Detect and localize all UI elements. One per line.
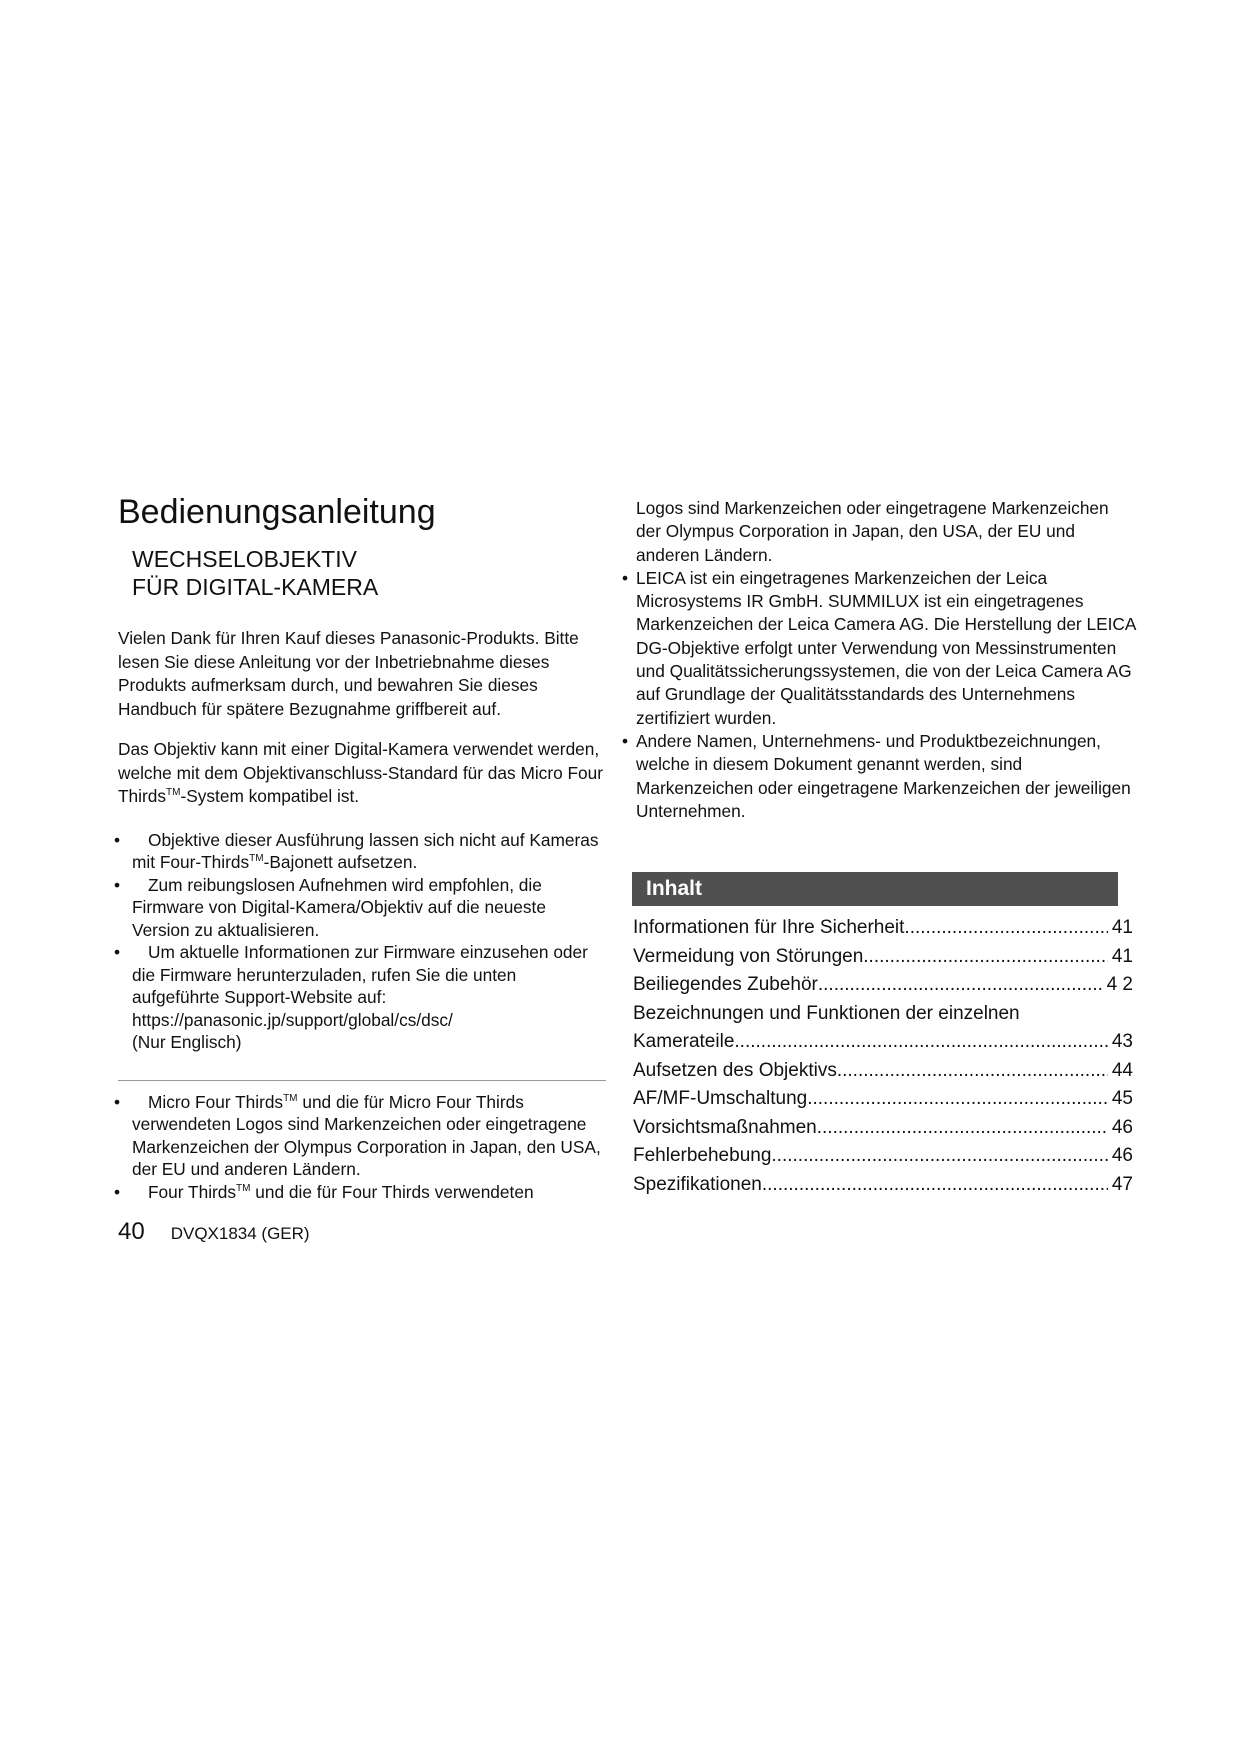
note-2-text: Zum reibungslosen Aufnehmen wird empfohlen, die Firmware von Digital-Kamera/Objektiv auf die neueste Version zu aktualisieren.	[132, 874, 546, 940]
toc-leader-dots	[807, 1085, 1108, 1114]
toc-entry[interactable]	[633, 1114, 1133, 1143]
toc-entry[interactable]	[633, 914, 1133, 943]
toc-entry-page: 41	[1111, 917, 1133, 938]
toc-entry[interactable]	[633, 1171, 1133, 1200]
note-item	[118, 829, 608, 874]
page-title: Bedienungsanleitung	[118, 493, 436, 531]
toc-entry-page: 43	[1111, 1031, 1133, 1052]
toc-leader-dots	[818, 971, 1103, 1000]
toc-leader-dots	[734, 1028, 1107, 1057]
trademark-1-text-b: und die für Micro Four Thirds verwendeten Logos sind Markenzeichen oder eingetragene Markenzeichen der Olympus Corporation in Japan, den USA, der EU und anderen Ländern.	[132, 1091, 601, 1179]
left-column	[118, 492, 608, 1203]
toc-entry[interactable]	[633, 1000, 1133, 1029]
intro-paragraph-1: Vielen Dank für Ihren Kauf dieses Panasonic-Produkts. Bitte lesen Sie diese Anleitung vor der Inbetriebnahme dieses Produkts aufmerksam durch, und bewahren Sie dieses Handbuch für spätere Bezugnahme griffbereit auf.	[118, 628, 579, 719]
toc-entry-title: AF/MF-Umschaltung	[633, 1088, 808, 1109]
toc-entry-title: Spezifikationen	[633, 1173, 762, 1195]
intro-paragraph-2	[118, 738, 608, 809]
trademark-sup: TM	[249, 853, 264, 865]
toc-entry-title: Vorsichtsmaßnahmen	[633, 1116, 817, 1138]
trademark-item: • LEICA ist ein eingetragenes Markenzeichen der Leica Microsystems IR GmbH. SUMMILUX ist ein eingetragenes Markenzeichen der Leica Camera AG. Die Herstellung der LEICA DG-Objektive erfolgt unter Verwendung von Messinstrumenten und Qualitätssicherungssystemen, die von der Leica Camera AG auf Grundlage der Qualitätsstandards des Unternehmens zertifiziert wurden.	[622, 567, 1136, 730]
trademark-item	[118, 1181, 608, 1204]
toc-entry-title: Informationen für Ihre Sicherheit	[633, 917, 905, 938]
table-of-contents	[633, 914, 1133, 1199]
toc-entry-title: Beiliegendes Zubehör	[633, 974, 818, 995]
section-divider	[118, 1080, 606, 1081]
toc-leader-dots	[837, 1057, 1108, 1086]
toc-leader-dots	[863, 943, 1108, 972]
toc-entry[interactable]	[633, 943, 1133, 972]
trademark-2-text-b: und die für Four Thirds verwendeten	[250, 1181, 534, 1202]
toc-entry-title: Aufsetzen des Objektivs	[633, 1059, 837, 1081]
toc-entry-page: 46	[1111, 1116, 1133, 1138]
trademark-list-right	[636, 567, 1136, 823]
note-1-text-b: -Bajonett aufsetzen.	[263, 852, 418, 872]
toc-entry-title: Bezeichnungen und Funktionen der einzelnen	[633, 1002, 1020, 1024]
toc-leader-dots	[817, 1114, 1108, 1143]
toc-entry[interactable]	[633, 1028, 1133, 1057]
trademark-continuation	[636, 497, 1136, 567]
right-column	[636, 497, 1136, 823]
notes-list	[118, 829, 608, 1054]
toc-entry-title: Fehlerbehebung	[633, 1145, 772, 1166]
toc-entry-page: 4 2	[1106, 974, 1133, 995]
note-item	[118, 941, 608, 1054]
intro-2-text-a: Das Objektiv kann mit einer Digital-Kamera verwendet werden, welche mit dem Objektivanschluss-Standard für das Micro Four Thirds	[118, 739, 604, 806]
toc-entry-page: 46	[1111, 1145, 1133, 1166]
toc-entry-title: Kamerateile	[633, 1031, 735, 1052]
trademark-cont-text: Logos sind Markenzeichen oder eingetragene Markenzeichen der Olympus Corporation in Japan, den USA, der EU und anderen Ländern.	[636, 498, 1109, 565]
trademark-2-text-a: Four Thirds	[148, 1181, 237, 1202]
toc-entry-page: 45	[1111, 1088, 1133, 1109]
toc-leader-dots	[762, 1171, 1108, 1200]
toc-heading: Inhalt	[632, 872, 1118, 906]
trademark-list	[118, 1091, 608, 1204]
toc-entry[interactable]	[633, 971, 1133, 1000]
trademark-sup: TM	[283, 1092, 298, 1104]
subtitle-line-1: WECHSELOBJEKTIV	[132, 546, 357, 572]
intro-2-text-b: -System kompatibel ist.	[180, 786, 360, 806]
trademark-item	[118, 1091, 608, 1181]
page-number: 40	[118, 1218, 145, 1245]
trademark-1-text-a: Micro Four Thirds	[148, 1091, 284, 1112]
subtitle-line-2: FÜR DIGITAL-KAMERA	[132, 574, 379, 600]
toc-leader-dots	[771, 1142, 1107, 1171]
toc-entry-page: 44	[1111, 1059, 1133, 1081]
toc-entry-page: 41	[1111, 945, 1133, 967]
product-subtitle	[118, 545, 608, 601]
toc-entry[interactable]	[633, 1142, 1133, 1171]
note-3-text: Um aktuelle Informationen zur Firmware einzusehen oder die Firmware herunterzuladen, rufen Sie die unten aufgeführte Support-Website auf:	[132, 942, 588, 1007]
note-item	[118, 874, 608, 942]
trademark-sup: TM	[236, 1182, 251, 1194]
language-note: (Nur Englisch)	[132, 1032, 242, 1052]
toc-entry[interactable]	[633, 1085, 1133, 1114]
trademark-item: • Andere Namen, Unternehmens- und Produktbezeichnungen, welche in diesem Dokument genannt werden, sind Markenzeichen oder eingetragene Markenzeichen der jeweiligen Unternehmen.	[622, 730, 1136, 823]
support-url[interactable]: https://panasonic.jp/support/global/cs/dsc/	[132, 1009, 453, 1030]
toc-entry-title: Vermeidung von Störungen	[633, 945, 864, 967]
page-footer	[118, 1218, 310, 1246]
trademark-sup: TM	[166, 787, 181, 799]
toc-leader-dots	[904, 914, 1107, 943]
toc-entry-page: 47	[1111, 1173, 1133, 1195]
document-code: DVQX1834 (GER)	[170, 1224, 310, 1243]
toc-entry[interactable]	[633, 1057, 1133, 1086]
note-1-text-a: Objektive dieser Ausführung lassen sich nicht auf Kameras mit Four-Thirds	[132, 829, 599, 872]
